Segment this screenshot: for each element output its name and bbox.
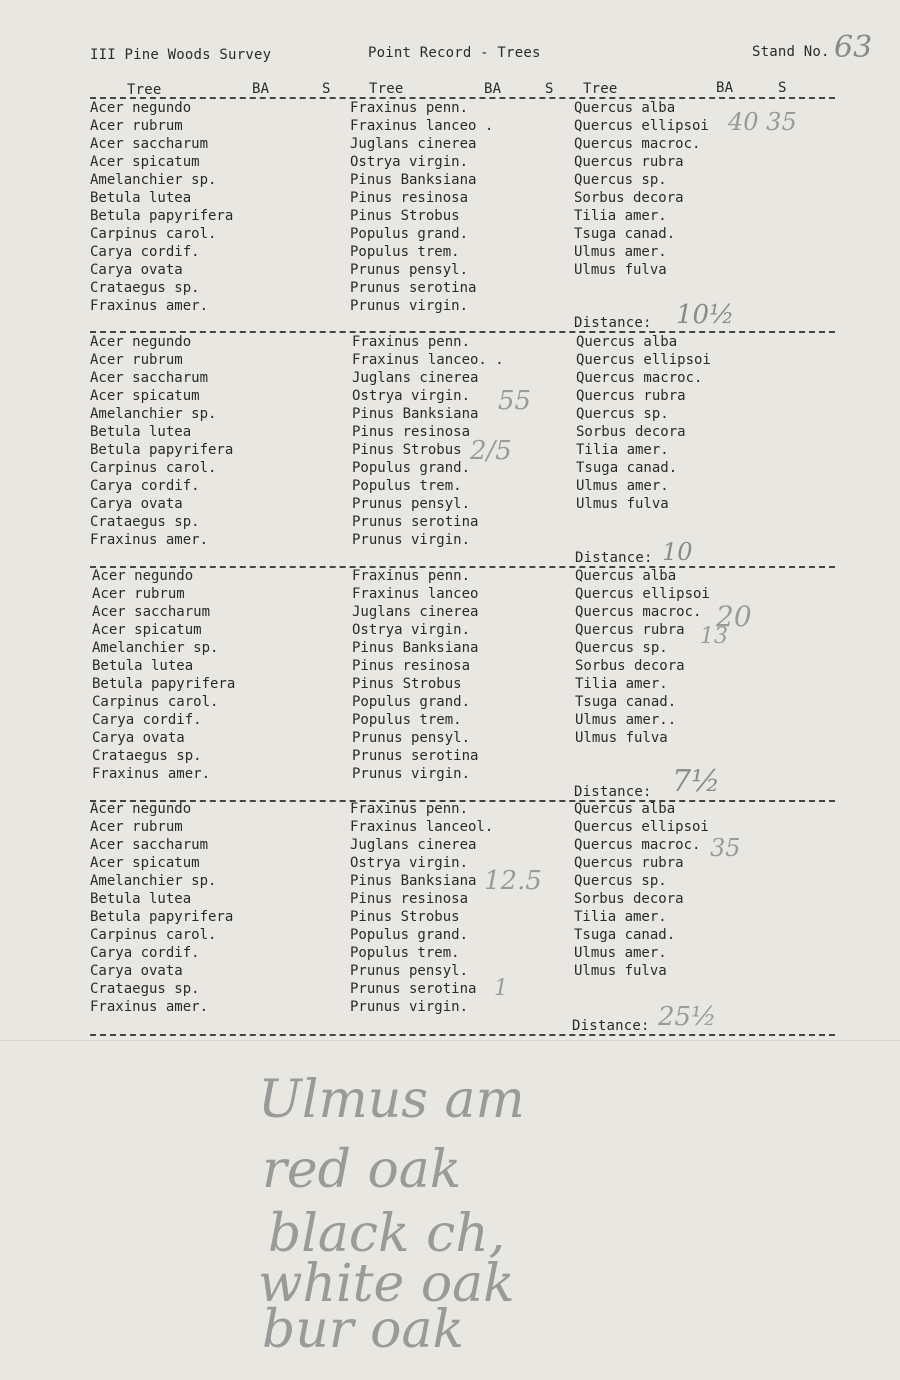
- tree-name: Prunus virgin.: [350, 298, 469, 314]
- tree-name: Ulmus amer.: [574, 244, 667, 260]
- tree-name: Ulmus fulva: [574, 262, 667, 278]
- record-title: Point Record - Trees: [368, 45, 541, 61]
- tree-name: Pinus Banksiana: [352, 406, 479, 422]
- tree-name: Quercus alba: [576, 334, 678, 350]
- tree-name: Ulmus fulva: [575, 730, 668, 746]
- tree-name: Quercus alba: [574, 801, 676, 817]
- handwritten-tally: 13: [700, 624, 728, 649]
- tree-name: Tsuga canad.: [574, 226, 676, 242]
- block4-col3: [574, 800, 709, 980]
- tree-name: Pinus Strobus: [352, 676, 462, 692]
- tree-name: Populus grand.: [350, 927, 469, 943]
- tree-name: Fraxinus amer.: [90, 532, 209, 548]
- tree-name: Carya ovata: [92, 730, 185, 746]
- tree-name: Prunus serotina: [352, 748, 479, 764]
- block-separator: [90, 1034, 835, 1036]
- tree-name: Acer negundo: [90, 100, 192, 116]
- tree-name: Tsuga canad.: [574, 927, 676, 943]
- tree-name: Crataegus sp.: [92, 748, 202, 764]
- tree-name: Ostrya virgin.: [350, 154, 469, 170]
- tree-name: Ulmus fulva: [574, 963, 667, 979]
- tree-name: Carya cordif.: [90, 945, 200, 961]
- tree-name: Sorbus decora: [574, 891, 684, 907]
- col1-tree-header: Tree: [127, 82, 162, 98]
- tree-name: Crataegus sp.: [90, 280, 200, 296]
- tree-name: Carpinus carol.: [90, 460, 217, 476]
- handwritten-tally: 35: [710, 834, 741, 862]
- tree-name: Fraxinus amer.: [90, 298, 209, 314]
- tree-name: Ulmus fulva: [576, 496, 669, 512]
- tree-name: Fraxinus amer.: [92, 766, 211, 782]
- tree-name: Tilia amer.: [575, 676, 668, 692]
- tree-name: Fraxinus penn.: [350, 801, 469, 817]
- tree-name: Tilia amer.: [574, 909, 667, 925]
- stand-number: 63: [834, 30, 873, 65]
- tree-name: Populus trem.: [352, 478, 462, 494]
- tree-name: Acer saccharum: [90, 837, 209, 853]
- tree-name: Amelanchier sp.: [90, 172, 217, 188]
- handwritten-tally: 1: [494, 976, 508, 1001]
- tree-name: Quercus ellipsoi: [574, 118, 709, 134]
- block3-col2: [352, 567, 478, 783]
- tree-name: Carya ovata: [90, 496, 183, 512]
- stand-label: Stand No.: [752, 44, 830, 60]
- tree-name: Crataegus sp.: [90, 514, 200, 530]
- handwritten-tally: 55: [498, 386, 532, 416]
- tree-name: Prunus serotina: [350, 280, 477, 296]
- tree-name: Juglans cinerea: [352, 370, 479, 386]
- tree-name: Ostrya virgin.: [352, 622, 471, 638]
- tree-name: Prunus virgin.: [350, 999, 469, 1015]
- distance-label: Distance:: [574, 784, 652, 800]
- col1-s-header: S: [322, 81, 331, 97]
- tree-name: Acer negundo: [90, 334, 192, 350]
- survey-title: III Pine Woods Survey: [90, 47, 272, 63]
- tree-name: Fraxinus penn.: [352, 334, 471, 350]
- tree-name: Prunus serotina: [350, 981, 477, 997]
- col2-s-header: S: [545, 81, 554, 97]
- tree-name: Prunus virgin.: [352, 766, 471, 782]
- tree-name: Juglans cinerea: [350, 136, 477, 152]
- tree-name: Fraxinus penn.: [350, 100, 469, 116]
- tree-name: Populus grand.: [352, 460, 471, 476]
- tree-name: Quercus rubra: [576, 388, 686, 404]
- tree-name: Tilia amer.: [576, 442, 669, 458]
- handwritten-tally: 20: [716, 600, 752, 633]
- tree-name: Quercus sp.: [574, 172, 667, 188]
- tree-name: Quercus alba: [574, 100, 676, 116]
- tree-name: Quercus rubra: [574, 855, 684, 871]
- tree-name: Quercus rubra: [575, 622, 685, 638]
- tree-name: Quercus macroc.: [574, 136, 701, 152]
- tree-name: Betula lutea: [92, 658, 194, 674]
- tree-name: Carya cordif.: [90, 244, 200, 260]
- tree-name: Juglans cinerea: [352, 604, 479, 620]
- block1-col1: [90, 99, 233, 315]
- tree-name: Betula papyrifera: [90, 442, 234, 458]
- tree-name: Pinus resinosa: [350, 891, 469, 907]
- tree-name: Ostrya virgin.: [352, 388, 471, 404]
- tree-name: Pinus resinosa: [350, 190, 469, 206]
- tree-name: Prunus pensyl.: [352, 730, 471, 746]
- tree-name: Populus grand.: [352, 694, 471, 710]
- tree-name: Quercus ellipsoi: [574, 819, 709, 835]
- col3-s-header: S: [778, 80, 787, 96]
- tree-name: Juglans cinerea: [350, 837, 477, 853]
- handwritten-tally: 40 35: [728, 108, 797, 136]
- pencil-note: Ulmus am: [258, 1070, 525, 1130]
- tree-name: Populus trem.: [350, 945, 460, 961]
- tree-name: Acer saccharum: [92, 604, 211, 620]
- tree-name: Acer rubrum: [92, 586, 185, 602]
- block2-col3: [576, 333, 711, 513]
- tree-name: Pinus resinosa: [352, 658, 471, 674]
- tree-name: Populus trem.: [350, 244, 460, 260]
- tree-name: Amelanchier sp.: [90, 406, 217, 422]
- tree-name: Prunus pensyl.: [350, 963, 469, 979]
- block3-col1: [92, 567, 235, 783]
- tree-name: Ostrya virgin.: [350, 855, 469, 871]
- tree-name: Pinus Strobus: [350, 208, 460, 224]
- tree-name: Acer rubrum: [90, 819, 183, 835]
- col3-ba-header: BA: [716, 80, 734, 96]
- tree-name: Quercus sp.: [574, 873, 667, 889]
- tree-name: Fraxinus lanceo. .: [352, 352, 504, 368]
- tree-name: Pinus Strobus: [350, 909, 460, 925]
- tree-name: Sorbus decora: [575, 658, 685, 674]
- tree-name: Fraxinus lanceo .: [350, 118, 494, 134]
- tree-name: Quercus rubra: [574, 154, 684, 170]
- tree-name: Acer saccharum: [90, 136, 209, 152]
- tree-name: Acer spicatum: [90, 388, 200, 404]
- tree-name: Tsuga canad.: [576, 460, 678, 476]
- tree-name: Fraxinus penn.: [352, 568, 471, 584]
- block1-col2: [350, 99, 493, 315]
- tree-name: Quercus macroc.: [576, 370, 703, 386]
- distance-value: 10: [662, 538, 693, 566]
- distance-label: Distance:: [574, 315, 652, 331]
- tree-name: Quercus macroc.: [575, 604, 702, 620]
- tree-name: Carya cordif.: [92, 712, 202, 728]
- handwritten-tally: 12.5: [484, 866, 542, 896]
- tree-name: Ulmus amer..: [575, 712, 677, 728]
- tree-name: Crataegus sp.: [90, 981, 200, 997]
- pencil-note: black ch,: [268, 1204, 506, 1264]
- tree-name: Acer negundo: [90, 801, 192, 817]
- tree-name: Betula lutea: [90, 891, 192, 907]
- tree-name: Quercus macroc.: [574, 837, 701, 853]
- tree-name: Betula papyrifera: [90, 208, 234, 224]
- tree-name: Quercus ellipsoi: [576, 352, 711, 368]
- distance-value: 10½: [676, 300, 735, 330]
- pencil-note: white oak: [258, 1254, 515, 1314]
- block1-col3: [574, 99, 709, 279]
- block2-col1: [90, 333, 233, 549]
- tree-name: Pinus Banksiana: [350, 172, 477, 188]
- tree-name: Betula lutea: [90, 424, 192, 440]
- tree-name: Quercus sp.: [576, 406, 669, 422]
- tree-name: Tilia amer.: [574, 208, 667, 224]
- tree-name: Quercus sp.: [575, 640, 668, 656]
- tree-name: Acer rubrum: [90, 118, 183, 134]
- paper-fold: [0, 1040, 900, 1041]
- tree-name: Carya ovata: [90, 963, 183, 979]
- block3-col3: [575, 567, 710, 747]
- tree-name: Amelanchier sp.: [92, 640, 219, 656]
- distance-value: 25½: [658, 1002, 717, 1032]
- tree-name: Acer spicatum: [92, 622, 202, 638]
- tree-name: Prunus pensyl.: [352, 496, 471, 512]
- tree-name: Acer saccharum: [90, 370, 209, 386]
- tree-name: Tsuga canad.: [575, 694, 677, 710]
- handwritten-tally: 2/5: [470, 436, 512, 466]
- tree-name: Prunus serotina: [352, 514, 479, 530]
- tree-name: Amelanchier sp.: [90, 873, 217, 889]
- col2-ba-header: BA: [484, 81, 502, 97]
- distance-value: 7½: [672, 764, 721, 799]
- tree-name: Acer spicatum: [90, 154, 200, 170]
- tree-name: Carya ovata: [90, 262, 183, 278]
- tree-name: Carpinus carol.: [90, 226, 217, 242]
- col2-tree-header: Tree: [369, 81, 404, 97]
- tree-name: Acer rubrum: [90, 352, 183, 368]
- pencil-note: red oak: [262, 1140, 462, 1200]
- tree-name: Carpinus carol.: [90, 927, 217, 943]
- block4-col2: [350, 800, 493, 1016]
- tree-name: Fraxinus lanceo: [352, 586, 479, 602]
- tree-name: Pinus Strobus: [352, 442, 462, 458]
- tree-name: Sorbus decora: [574, 190, 684, 206]
- tree-name: Ulmus amer.: [574, 945, 667, 961]
- tree-name: Acer spicatum: [90, 855, 200, 871]
- tree-name: Fraxinus amer.: [90, 999, 209, 1015]
- tree-name: Sorbus decora: [576, 424, 686, 440]
- tree-name: Pinus Banksiana: [350, 873, 477, 889]
- tree-name: Pinus resinosa: [352, 424, 471, 440]
- tree-name: Quercus alba: [575, 568, 677, 584]
- tree-name: Betula papyrifera: [90, 909, 234, 925]
- block4-col1: [90, 800, 233, 1016]
- tree-name: Prunus virgin.: [352, 532, 471, 548]
- distance-label: Distance:: [572, 1018, 650, 1034]
- col1-ba-header: BA: [252, 81, 270, 97]
- tree-name: Populus grand.: [350, 226, 469, 242]
- tree-name: Betula papyrifera: [92, 676, 236, 692]
- tree-name: Acer negundo: [92, 568, 194, 584]
- distance-label: Distance:: [575, 550, 653, 566]
- tree-name: Fraxinus lanceol.: [350, 819, 494, 835]
- tree-name: Carpinus carol.: [92, 694, 219, 710]
- tree-name: Betula lutea: [90, 190, 192, 206]
- tree-name: Quercus ellipsoi: [575, 586, 710, 602]
- tree-name: Populus trem.: [352, 712, 462, 728]
- tree-name: Ulmus amer.: [576, 478, 669, 494]
- col3-tree-header: Tree: [583, 81, 618, 97]
- pencil-note: bur oak: [262, 1300, 464, 1360]
- tree-name: Carya cordif.: [90, 478, 200, 494]
- tree-name: Prunus pensyl.: [350, 262, 469, 278]
- tree-name: Pinus Banksiana: [352, 640, 479, 656]
